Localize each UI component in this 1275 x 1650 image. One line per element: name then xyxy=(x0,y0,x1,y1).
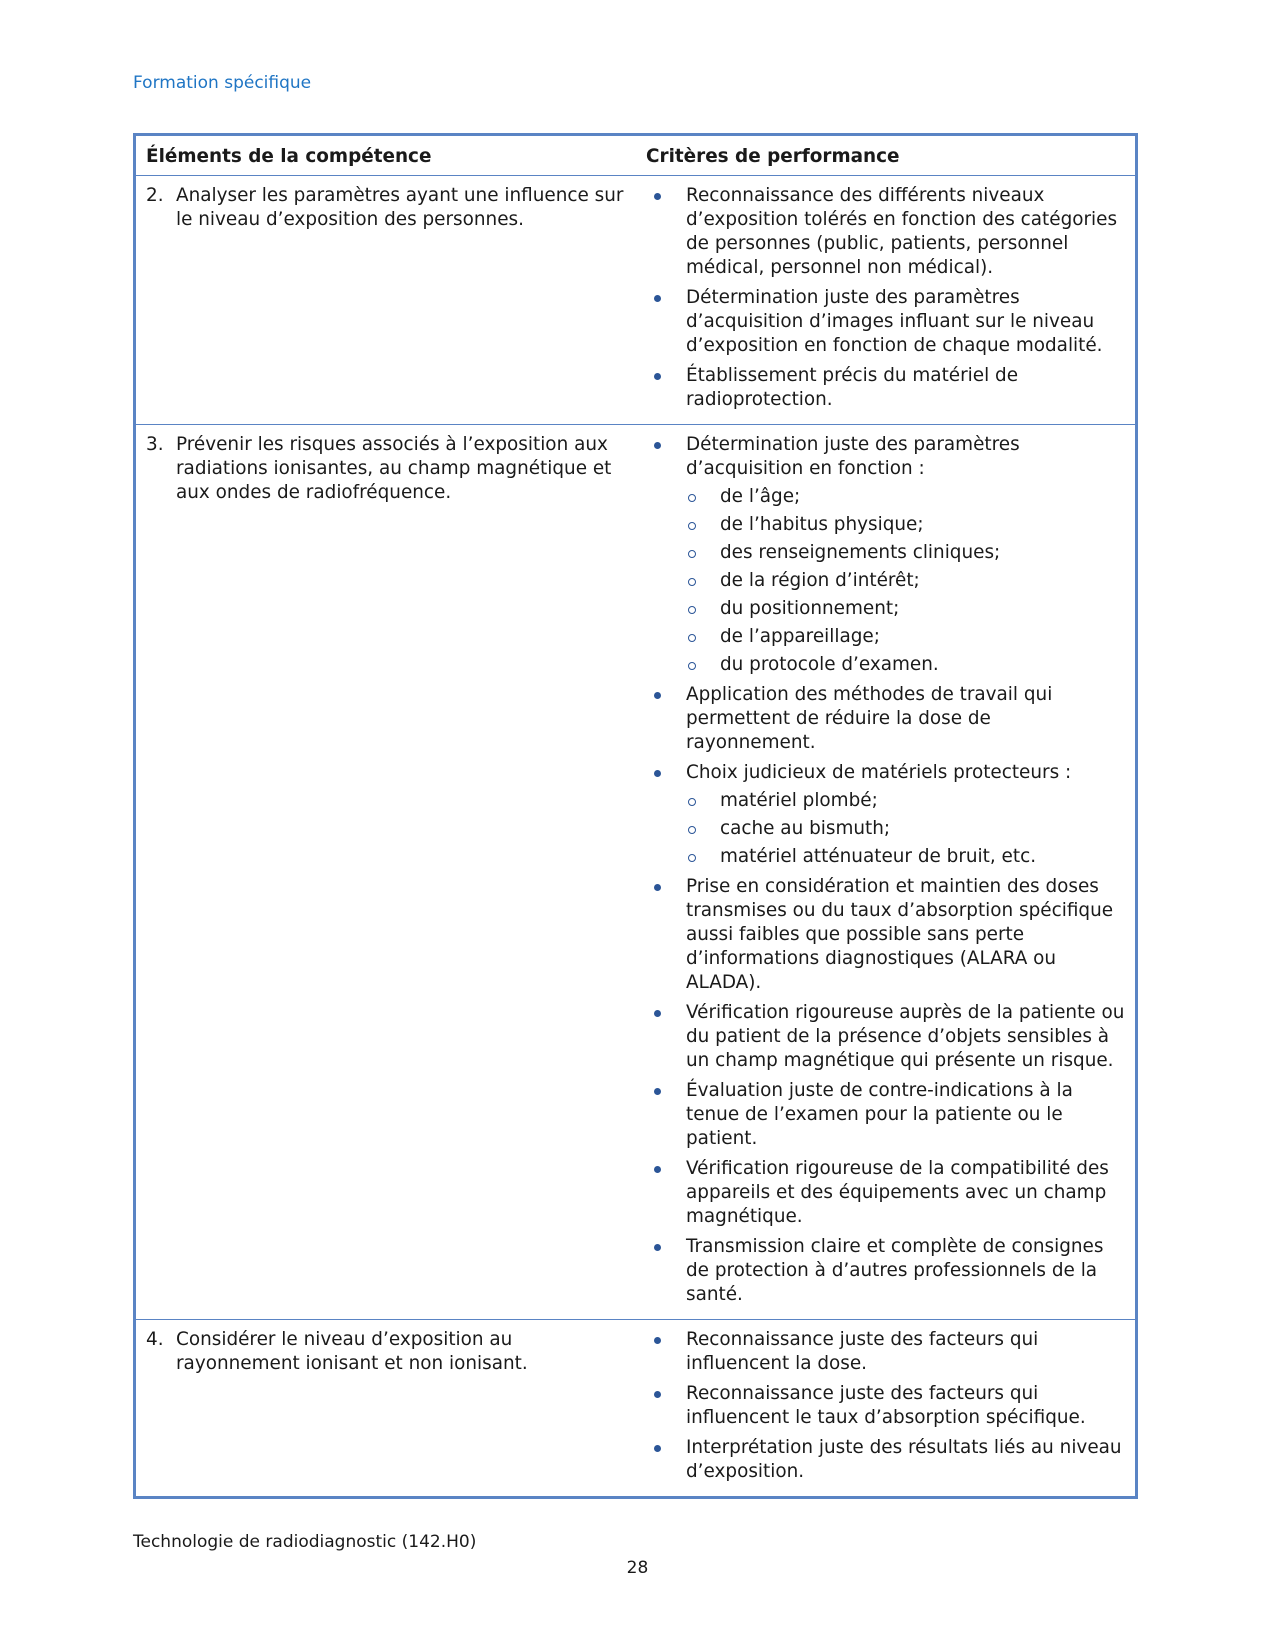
table-row xyxy=(135,1320,1137,1498)
criteria-list xyxy=(646,433,1125,1307)
criterion-item xyxy=(646,761,1125,869)
criterion-item xyxy=(646,286,1125,358)
criterion-item xyxy=(646,1328,1125,1376)
sub-criterion-item: de l’âge; xyxy=(686,485,1125,509)
sub-criterion-item: de l’habitus physique; xyxy=(686,513,1125,537)
criterion-text: Vérification rigoureuse de la compatibilité des appareils et des équipements avec un champ magnétique. xyxy=(686,1158,1109,1227)
sub-criterion-item: de l’appareillage; xyxy=(686,625,1125,649)
table-header-row xyxy=(135,135,1137,176)
sub-criterion-item: matériel plombé; xyxy=(686,789,1125,813)
criterion-item xyxy=(646,1001,1125,1073)
criterion-item xyxy=(646,1157,1125,1229)
element-text: Prévenir les risques associés à l’exposition aux radiations ionisantes, au champ magnétique et aux ondes de radiofréquence. xyxy=(176,434,612,503)
criterion-item xyxy=(646,1436,1125,1484)
sub-criterion-item: du positionnement; xyxy=(686,597,1125,621)
sub-criteria-list xyxy=(686,485,1125,677)
criteria-list xyxy=(646,1328,1125,1484)
criterion-text: Détermination juste des paramètres d’acquisition d’images influant sur le niveau d’exposition en fonction de chaque modalité. xyxy=(686,287,1103,356)
table-row xyxy=(135,176,1137,425)
criterion-text: Évaluation juste de contre-indications à la tenue de l’examen pour la patiente ou le patient. xyxy=(686,1080,1073,1149)
criteria-cell xyxy=(636,425,1137,1320)
footer-program: Technologie de radiodiagnostic (142.H0) xyxy=(133,1532,477,1552)
criterion-text: Reconnaissance juste des facteurs qui influencent le taux d’absorption spécifique. xyxy=(686,1383,1086,1428)
sub-criterion-item: cache au bismuth; xyxy=(686,817,1125,841)
sub-criterion-item: de la région d’intérêt; xyxy=(686,569,1125,593)
criterion-text: Reconnaissance des différents niveaux d’exposition tolérés en fonction des catégories de personnes (public, patients, personnel médical, personnel non médical). xyxy=(686,185,1118,278)
criterion-text: Choix judicieux de matériels protecteurs : xyxy=(686,762,1072,783)
criterion-text: Établissement précis du matériel de radioprotection. xyxy=(686,365,1019,410)
section-header: Formation spécifique xyxy=(133,73,312,93)
criterion-text: Interprétation juste des résultats liés au niveau d’exposition. xyxy=(686,1437,1122,1482)
column-header-criteria: Critères de performance xyxy=(636,135,1137,176)
criterion-item xyxy=(646,364,1125,412)
column-header-elements: Éléments de la compétence xyxy=(135,135,637,176)
criterion-item xyxy=(646,1382,1125,1430)
criterion-item xyxy=(646,1079,1125,1151)
element-text: Analyser les paramètres ayant une influence sur le niveau d’exposition des personnes. xyxy=(176,185,624,230)
element-cell xyxy=(135,1320,637,1498)
sub-criterion-item: matériel atténuateur de bruit, etc. xyxy=(686,845,1125,869)
sub-criteria-list xyxy=(686,789,1125,869)
competence-element xyxy=(146,433,626,505)
criterion-text: Transmission claire et complète de consignes de protection à d’autres professionnels de la santé. xyxy=(686,1236,1104,1305)
element-number: 4. xyxy=(146,1329,164,1350)
sub-criterion-item: du protocole d’examen. xyxy=(686,653,1125,677)
criteria-cell xyxy=(636,1320,1137,1498)
element-number: 3. xyxy=(146,434,164,455)
criterion-text: Détermination juste des paramètres d’acquisition en fonction : xyxy=(686,434,1020,479)
criterion-item xyxy=(646,875,1125,995)
criterion-item xyxy=(646,184,1125,280)
element-text: Considérer le niveau d’exposition au rayonnement ionisant et non ionisant. xyxy=(176,1329,528,1374)
criterion-text: Vérification rigoureuse auprès de la patiente ou du patient de la présence d’objets sensibles à un champ magnétique qui présente un risque. xyxy=(686,1002,1125,1071)
table-row xyxy=(135,425,1137,1320)
table-body xyxy=(135,176,1137,1498)
element-number: 2. xyxy=(146,185,164,206)
criteria-cell xyxy=(636,176,1137,425)
element-cell xyxy=(135,176,637,425)
criteria-list xyxy=(646,184,1125,412)
element-cell xyxy=(135,425,637,1320)
criterion-text: Reconnaissance juste des facteurs qui influencent la dose. xyxy=(686,1329,1039,1374)
competence-element xyxy=(146,184,626,232)
competence-element xyxy=(146,1328,626,1376)
criterion-item xyxy=(646,433,1125,677)
competence-table xyxy=(133,133,1138,1499)
page-number: 28 xyxy=(626,1558,649,1578)
criterion-text: Application des méthodes de travail qui permettent de réduire la dose de rayonnement. xyxy=(686,684,1053,753)
criterion-item xyxy=(646,1235,1125,1307)
criterion-text: Prise en considération et maintien des doses transmises ou du taux d’absorption spécifique aussi faibles que possible sans perte d’informations diagnostiques (ALARA ou ALADA). xyxy=(686,876,1114,993)
criterion-item xyxy=(646,683,1125,755)
sub-criterion-item: des renseignements cliniques; xyxy=(686,541,1125,565)
